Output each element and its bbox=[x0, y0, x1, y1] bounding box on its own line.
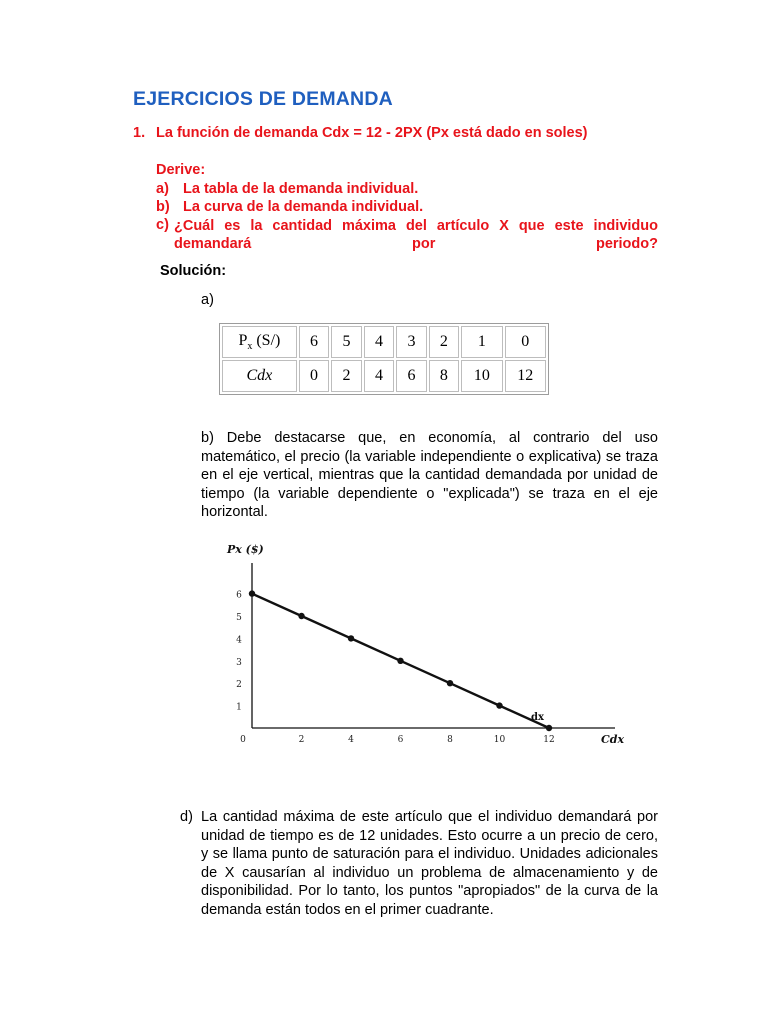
data-point bbox=[298, 613, 304, 619]
x-tick-label: 12 bbox=[543, 735, 555, 745]
data-point bbox=[348, 635, 354, 641]
table-cell: 12 bbox=[505, 360, 546, 392]
item-a-text: La tabla de la demanda individual. bbox=[183, 181, 419, 197]
derive-label: Derive: bbox=[156, 162, 206, 178]
curve-label: dx bbox=[531, 712, 544, 723]
table-cell: 2 bbox=[429, 326, 459, 358]
item-c-label: c) bbox=[156, 217, 169, 233]
demand-curve-chart bbox=[225, 535, 625, 755]
item-b-text: La curva de la demanda individual. bbox=[183, 199, 424, 215]
x-tick-label: 4 bbox=[348, 735, 354, 745]
table-cell: 1 bbox=[461, 326, 502, 358]
row-header-price: $P_x$ (S/) bbox=[222, 326, 297, 358]
exercise-number: 1. bbox=[133, 125, 146, 141]
table-cell: 6 bbox=[299, 326, 329, 358]
y-axis-label: Px ($) bbox=[227, 543, 264, 556]
item-c-text: ¿Cuál es la cantidad máxima del artículo X que este individuo demandará por periodo? bbox=[174, 218, 658, 252]
data-point bbox=[496, 702, 502, 708]
data-point bbox=[397, 658, 403, 664]
y-tick-label: 6 bbox=[236, 590, 242, 601]
y-tick-label: 5 bbox=[236, 613, 242, 623]
table-cell: 2 bbox=[331, 360, 361, 392]
table-cell: 0 bbox=[505, 326, 546, 358]
table-cell: 10 bbox=[461, 360, 502, 392]
x-tick-label: 0 bbox=[240, 735, 246, 745]
data-point bbox=[249, 590, 255, 596]
part-b-paragraph: b) Debe destacarse que, en economía, al contrario del uso matemático, el precio (la variable independiente o explicativa) se traza en el eje vertical, mientras que la cantidad demandada por unidad de tiempo (la variable dependiente o "explicada") se traza en el eje horizontal. bbox=[201, 430, 658, 520]
table-row-quantity bbox=[222, 360, 546, 392]
table-cell: 0 bbox=[299, 360, 329, 392]
solution-label: Solución: bbox=[160, 263, 227, 279]
row-header-quantity: Cdx bbox=[222, 360, 297, 392]
table-cell: 3 bbox=[396, 326, 426, 358]
table-row-price bbox=[222, 326, 546, 358]
x-tick-label: 10 bbox=[493, 735, 506, 745]
part-d-label: d) bbox=[180, 809, 193, 825]
table-cell: 5 bbox=[331, 326, 361, 358]
x-axis-label: Cdx bbox=[601, 733, 625, 746]
data-point bbox=[546, 725, 552, 731]
y-tick-label: 1 bbox=[236, 702, 242, 713]
part-a-label: a) bbox=[201, 292, 214, 308]
data-point bbox=[447, 680, 453, 686]
y-tick-label: 4 bbox=[236, 635, 242, 646]
item-a-label: a) bbox=[156, 181, 169, 197]
demand-table bbox=[219, 323, 549, 395]
x-tick-label: 6 bbox=[397, 735, 404, 745]
y-tick-label: 2 bbox=[236, 680, 242, 691]
table-cell: 4 bbox=[364, 326, 394, 358]
table-cell: 4 bbox=[364, 360, 394, 392]
y-tick-label: 3 bbox=[236, 657, 242, 668]
table-cell: 6 bbox=[396, 360, 426, 392]
exercise-statement: La función de demanda Cdx = 12 - 2PX (Px está dado en soles) bbox=[156, 125, 588, 141]
part-d-paragraph: La cantidad máxima de este artículo que el individuo demandará por unidad de tiempo es de 12 unidades. Esto ocurre a un precio de cero, y se llama punto de saturación para el individuo. Unidades adicionales de X causarían al individuo un problema de almacenamiento y de disponibilidad. Por lo tanto, los puntos "apropiados" de la curva de la demanda están todos en el primer cuadrante. bbox=[201, 809, 658, 918]
x-tick-label: 2 bbox=[298, 735, 305, 745]
table-cell: 8 bbox=[429, 360, 459, 392]
item-b-label: b) bbox=[156, 199, 170, 215]
x-tick-label: 8 bbox=[447, 735, 453, 745]
page-title: EJERCICIOS DE DEMANDA bbox=[133, 88, 393, 110]
